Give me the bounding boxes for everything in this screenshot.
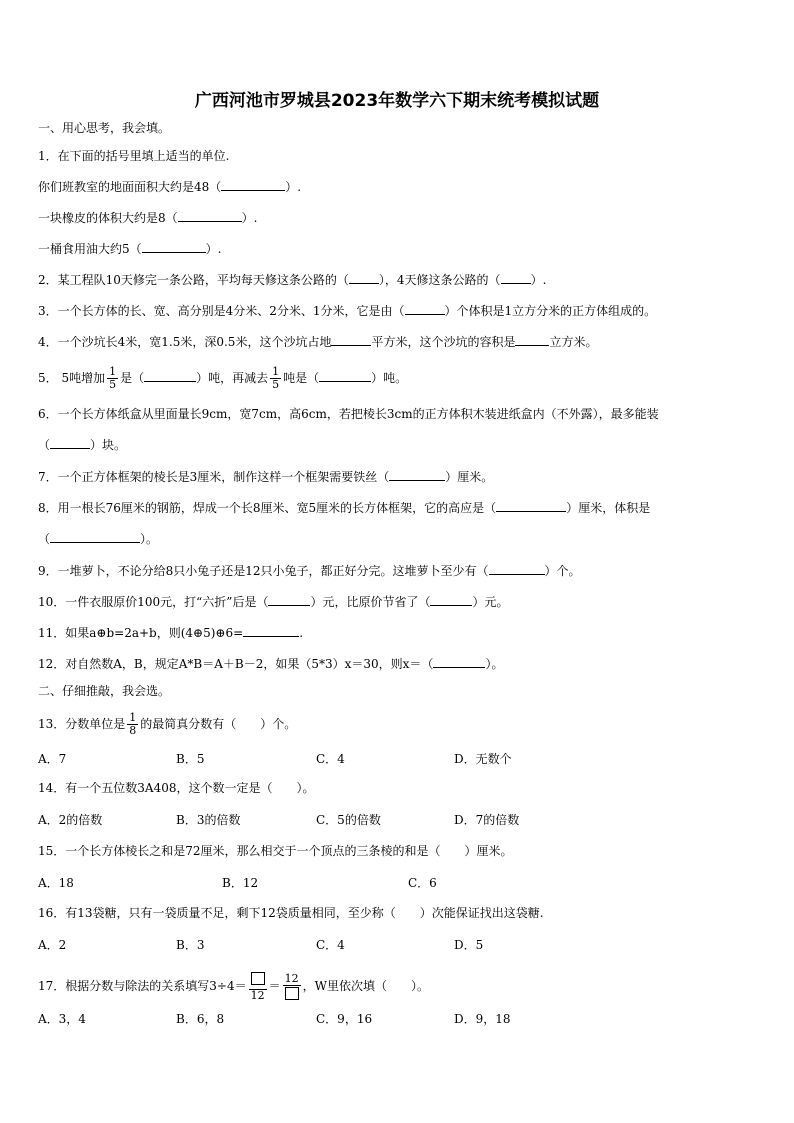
exam-title: 广西河池市罗城县2023年数学六下期末统考模拟试题 (194, 91, 600, 111)
answer-blank[interactable] (50, 530, 140, 543)
answer-blank[interactable] (221, 178, 285, 191)
q8-text-c: （ (38, 532, 51, 546)
q3-text-b: ）个体积是1立方分米的正方体组成的。 (444, 304, 657, 318)
q17-text-a: 17．根据分数与除法的关系填写3÷4＝ (38, 979, 247, 993)
q5-text-a: 5． 5吨增加 (38, 371, 106, 385)
q15-option-b[interactable]: B．12 (222, 876, 259, 890)
question-9 (38, 562, 581, 579)
q15-option-a[interactable]: A．18 (38, 876, 74, 890)
q16-option-a[interactable]: A．2 (38, 938, 67, 952)
q5-text-d: 吨是（ (283, 371, 320, 385)
q1a-text: 你们班教室的地面面积大约是48（ (38, 180, 222, 194)
q10-text-a: 10．一件衣服原价100元，打“六折”后是（ (38, 595, 269, 609)
q14-option-a[interactable]: A．2的倍数 (38, 813, 103, 827)
q13-option-d[interactable]: D．无数个 (454, 752, 512, 766)
q4-text-a: 4．一个沙坑长4米，宽1.5米，深0.5米，这个沙坑占地 (38, 335, 332, 349)
q13-option-c[interactable]: C．4 (316, 752, 345, 766)
q1a-end: ）. (285, 180, 302, 194)
answer-blank[interactable] (349, 271, 379, 284)
q1c-end: ）. (205, 242, 222, 256)
answer-blank[interactable] (50, 436, 90, 449)
question-16: 16．有13袋糖，只有一袋质量不足，剩下12袋质量相同，至少称（ ）次能保证找出这袋糖. (38, 906, 544, 920)
question-8-cont (38, 530, 158, 547)
question-4 (38, 333, 597, 350)
q6-text-c: ）块。 (90, 438, 127, 452)
q16-option-c[interactable]: C．4 (316, 938, 345, 952)
fraction-one-fifth (107, 366, 118, 391)
fraction-one-fifth (270, 366, 281, 391)
answer-blank[interactable] (144, 369, 196, 382)
q14-option-b[interactable]: B．3的倍数 (176, 813, 241, 827)
answer-blank[interactable] (501, 271, 531, 284)
q9-text-a: 9．一堆萝卜，不论分给8只小兔子还是12只小兔子，都正好分完。这堆萝卜至少有（ (38, 564, 489, 578)
answer-blank[interactable] (178, 209, 242, 222)
q12-text-b: ）。 (485, 657, 504, 671)
answer-blank[interactable] (433, 655, 485, 668)
q17-option-d[interactable]: D．9，18 (454, 1012, 511, 1026)
q17-option-c[interactable]: C．9，16 (316, 1012, 373, 1026)
q2-text-b: ），4天修这条公路的（ (378, 273, 501, 287)
q6-text-b: （ (38, 438, 51, 452)
fraction-12-over-box (283, 973, 301, 1001)
q8-text-b: ）厘米，体积是 (566, 501, 651, 515)
q13-text-b: 的最简真分数有（ ）个。 (140, 717, 297, 731)
question-8 (38, 499, 650, 516)
q10-text-b: ）元，比原价节省了（ (310, 595, 431, 609)
question-1a (38, 178, 301, 195)
q12-text-a: 12．对自然数A，B，规定A*B＝A＋B－2，如果（5*3）x＝30，则x＝（ (38, 657, 434, 671)
fraction-denominator: 5 (272, 378, 280, 391)
fraction-denominator: 12 (250, 989, 265, 1002)
question-1c (38, 240, 221, 257)
q17-option-a[interactable]: A．3，4 (38, 1012, 86, 1026)
question-3 (38, 302, 656, 319)
question-7 (38, 468, 493, 485)
question-1b (38, 209, 257, 226)
q17-text-b: ，W里依次填（ ）。 (302, 979, 429, 993)
question-10 (38, 593, 508, 610)
q13-option-a[interactable]: A．7 (38, 752, 67, 766)
question-2 (38, 271, 546, 288)
question-5 (38, 366, 407, 391)
answer-blank[interactable] (389, 468, 445, 481)
answer-box[interactable] (251, 972, 265, 985)
equals-sign: ＝ (268, 979, 281, 993)
answer-blank[interactable] (515, 333, 549, 346)
q4-text-b: 平方米，这个沙坑的容积是 (371, 335, 516, 349)
q16-option-d[interactable]: D．5 (454, 938, 484, 952)
fraction-denominator: 5 (109, 378, 117, 391)
fraction-numerator: 1 (272, 365, 280, 378)
fraction-one-eighth (127, 712, 138, 737)
section-1-heading: 一、用心思考，我会填。 (38, 121, 171, 135)
answer-blank[interactable] (243, 624, 299, 637)
q9-text-b: ）个。 (544, 564, 581, 578)
answer-blank[interactable] (142, 240, 206, 253)
question-13 (38, 712, 296, 737)
section-2-heading: 二、仔细推敲，我会选。 (38, 684, 171, 698)
q1b-text: 一块橡皮的体积大约是8（ (38, 211, 178, 225)
question-12 (38, 655, 503, 672)
question-15: 15．一个长方体棱长之和是72厘米，那么相交于一个顶点的三条棱的和是（ ）厘米。 (38, 844, 513, 858)
answer-blank[interactable] (496, 499, 566, 512)
fraction-numerator-box (249, 971, 267, 990)
answer-blank[interactable] (405, 302, 445, 315)
question-1: 1．在下面的括号里填上适当的单位. (38, 149, 230, 163)
q10-text-c: ）元。 (472, 595, 509, 609)
q7-text-a: 7．一个正方体框架的棱长是3厘米，制作这样一个框架需要铁丝（ (38, 470, 390, 484)
fraction-denominator: 8 (129, 724, 137, 737)
fraction-numerator: 1 (129, 711, 137, 724)
q11-text-a: 11．如果a⊕b=2a+b，则(4⊕5)⊕6= (38, 626, 244, 640)
q8-text-a: 8．用一根长76厘米的钢筋，焊成一个长8厘米、宽5厘米的长方体框架，它的高应是（ (38, 501, 497, 515)
q14-option-c[interactable]: C．5的倍数 (316, 813, 381, 827)
question-6: 6．一个长方体纸盒从里面量长9cm，宽7cm，高6cm，若把棱长3cm的正方体积木装进纸盒内（不外露），最多能装 (38, 407, 659, 421)
q1b-end: ）. (241, 211, 258, 225)
fraction-numerator: 1 (109, 365, 117, 378)
q13-option-b[interactable]: B．5 (176, 752, 205, 766)
q11-text-b: . (299, 626, 304, 640)
q3-text-a: 3．一个长方体的长、宽、高分别是4分米、2分米、1分米，它是由（ (38, 304, 405, 318)
q2-text-a: 2．某工程队10天修完一条公路，平均每天修这条公路的（ (38, 273, 349, 287)
q14-option-d[interactable]: D．7的倍数 (454, 813, 520, 827)
q1c-text: 一桶食用油大约5（ (38, 242, 142, 256)
q5-text-c: ）吨，再减去 (196, 371, 269, 385)
answer-blank[interactable] (331, 333, 371, 346)
q13-text-a: 13．分数单位是 (38, 717, 126, 731)
answer-blank[interactable] (319, 369, 371, 382)
fraction-box-over-12 (249, 971, 267, 1002)
question-11 (38, 624, 303, 641)
q5-text-b: 是（ (120, 371, 145, 385)
q17-option-b[interactable]: B．6，8 (176, 1012, 225, 1026)
answer-box[interactable] (285, 987, 299, 1000)
q4-text-c: 立方米。 (549, 335, 598, 349)
q7-text-b: ）厘米。 (445, 470, 494, 484)
question-6-cont (38, 436, 126, 453)
answer-blank[interactable] (430, 593, 472, 606)
answer-blank[interactable] (489, 562, 545, 575)
q5-text-e: ）吨。 (371, 371, 408, 385)
q15-option-c[interactable]: C．6 (408, 876, 437, 890)
fraction-numerator: 12 (284, 971, 299, 985)
q16-option-b[interactable]: B．3 (176, 938, 205, 952)
q2-text-c: ）. (530, 273, 547, 287)
answer-blank[interactable] (268, 593, 310, 606)
q8-text-d: ）。 (140, 532, 159, 546)
question-14: 14．有一个五位数3A408，这个数一定是（ ）。 (38, 781, 315, 795)
question-17 (38, 971, 429, 1002)
